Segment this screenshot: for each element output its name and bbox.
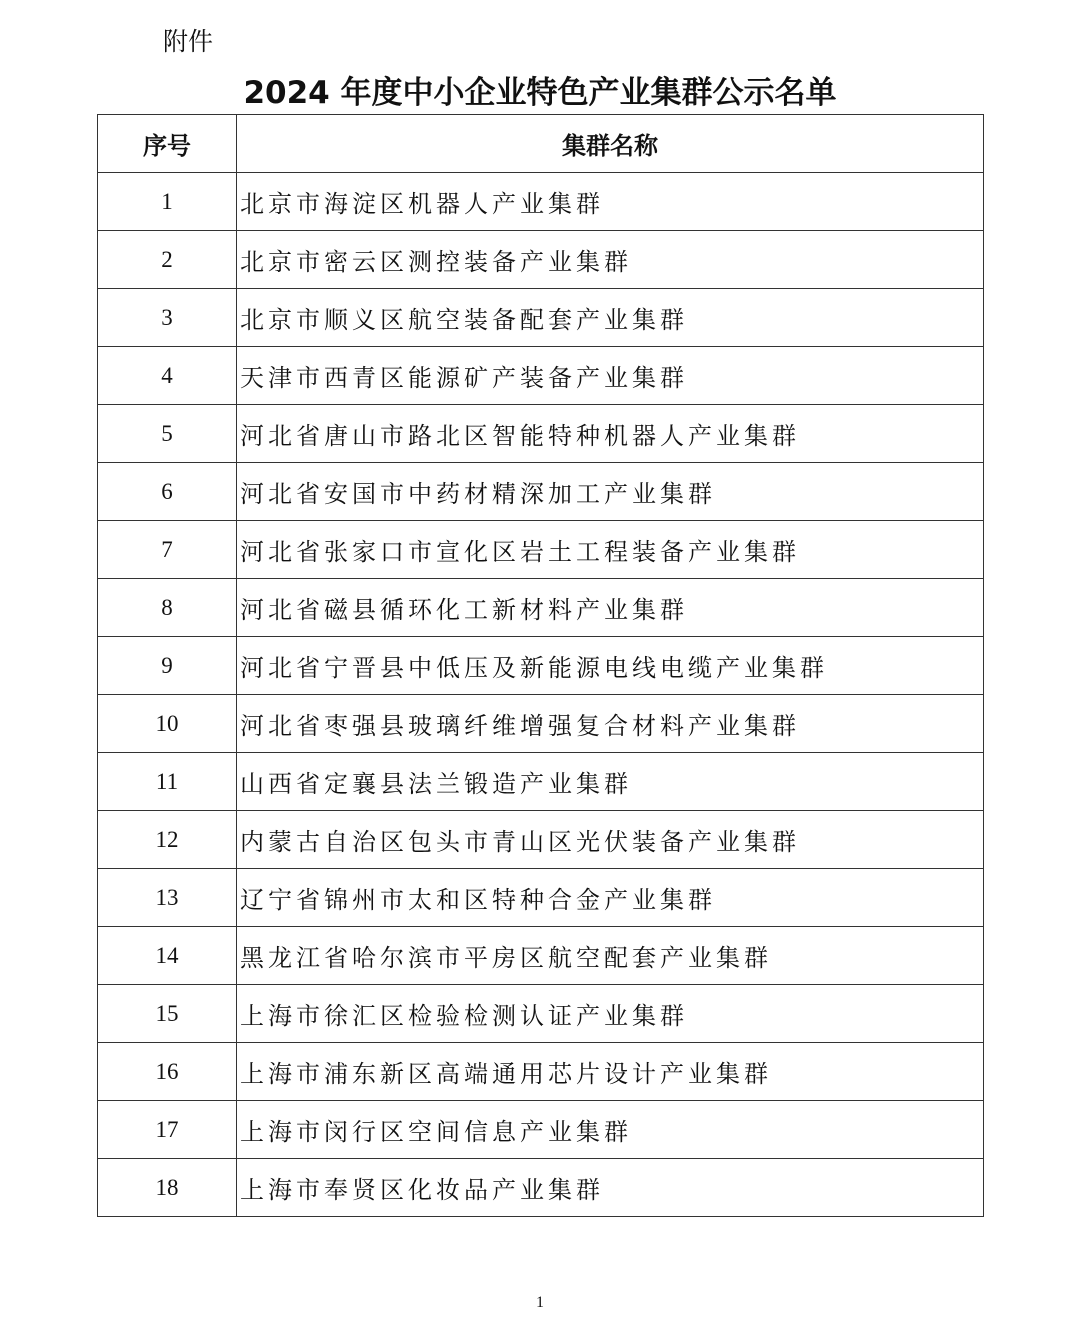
row-cluster-name: 山西省定襄县法兰锻造产业集群	[237, 753, 984, 811]
row-serial-number: 3	[98, 289, 237, 347]
table-row	[98, 869, 984, 927]
table-row	[98, 521, 984, 579]
row-serial-number: 15	[98, 985, 237, 1043]
table-header-row	[98, 115, 984, 173]
row-serial-number: 18	[98, 1159, 237, 1217]
table-row	[98, 637, 984, 695]
row-cluster-name: 上海市奉贤区化妆品产业集群	[237, 1159, 984, 1217]
page-number: 1	[536, 1294, 544, 1311]
row-serial-number: 8	[98, 579, 237, 637]
header-cluster-name: 集群名称	[237, 115, 984, 173]
table-body	[98, 173, 984, 1217]
table-header	[98, 115, 984, 173]
row-cluster-name: 天津市西青区能源矿产装备产业集群	[237, 347, 984, 405]
row-serial-number: 2	[98, 231, 237, 289]
row-serial-number: 13	[98, 869, 237, 927]
row-cluster-name: 上海市徐汇区检验检测认证产业集群	[237, 985, 984, 1043]
row-serial-number: 16	[98, 1043, 237, 1101]
table-row	[98, 579, 984, 637]
table-row	[98, 1043, 984, 1101]
table-row	[98, 1101, 984, 1159]
table-row	[98, 985, 984, 1043]
row-serial-number: 10	[98, 695, 237, 753]
row-cluster-name: 河北省张家口市宣化区岩土工程装备产业集群	[237, 521, 984, 579]
table-row	[98, 463, 984, 521]
row-cluster-name: 黑龙江省哈尔滨市平房区航空配套产业集群	[237, 927, 984, 985]
row-cluster-name: 上海市闵行区空间信息产业集群	[237, 1101, 984, 1159]
row-cluster-name: 辽宁省锦州市太和区特种合金产业集群	[237, 869, 984, 927]
row-cluster-name: 河北省安国市中药材精深加工产业集群	[237, 463, 984, 521]
table-row	[98, 1159, 984, 1217]
row-cluster-name: 北京市密云区测控装备产业集群	[237, 231, 984, 289]
attachment-label: 附件	[163, 27, 214, 56]
document-title: 2024 年度中小企业特色产业集群公示名单	[243, 75, 837, 111]
row-serial-number: 14	[98, 927, 237, 985]
row-serial-number: 5	[98, 405, 237, 463]
row-cluster-name: 内蒙古自治区包头市青山区光伏装备产业集群	[237, 811, 984, 869]
row-serial-number: 12	[98, 811, 237, 869]
header-serial-number: 序号	[98, 115, 237, 173]
table-row	[98, 811, 984, 869]
table-row	[98, 347, 984, 405]
row-cluster-name: 上海市浦东新区高端通用芯片设计产业集群	[237, 1043, 984, 1101]
table-row	[98, 405, 984, 463]
table-row	[98, 231, 984, 289]
row-serial-number: 1	[98, 173, 237, 231]
row-cluster-name: 北京市海淀区机器人产业集群	[237, 173, 984, 231]
row-serial-number: 17	[98, 1101, 237, 1159]
table-row	[98, 173, 984, 231]
table-row	[98, 695, 984, 753]
row-cluster-name: 河北省磁县循环化工新材料产业集群	[237, 579, 984, 637]
table-row	[98, 927, 984, 985]
row-serial-number: 11	[98, 753, 237, 811]
row-cluster-name: 河北省枣强县玻璃纤维增强复合材料产业集群	[237, 695, 984, 753]
row-cluster-name: 北京市顺义区航空装备配套产业集群	[237, 289, 984, 347]
row-serial-number: 9	[98, 637, 237, 695]
row-serial-number: 7	[98, 521, 237, 579]
table-row	[98, 289, 984, 347]
row-serial-number: 4	[98, 347, 237, 405]
row-cluster-name: 河北省宁晋县中低压及新能源电线电缆产业集群	[237, 637, 984, 695]
cluster-list-table	[97, 114, 984, 1217]
row-cluster-name: 河北省唐山市路北区智能特种机器人产业集群	[237, 405, 984, 463]
table-row	[98, 753, 984, 811]
row-serial-number: 6	[98, 463, 237, 521]
